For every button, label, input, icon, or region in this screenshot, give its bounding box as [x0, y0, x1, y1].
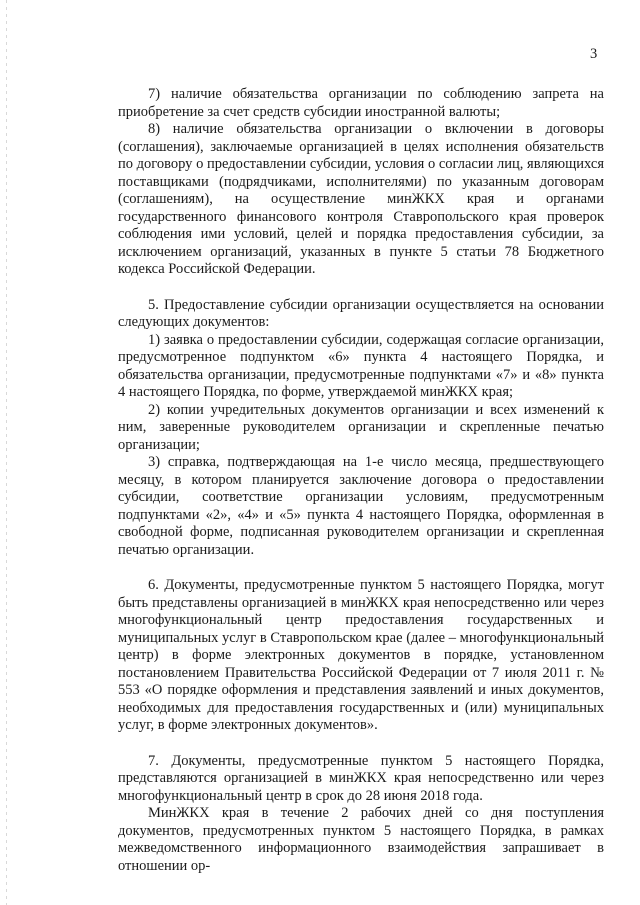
page-number: 3 [590, 46, 598, 62]
paragraph-item-8: 8) наличие обязательства организации о включении в договоры (соглашения), заключаемые организацией в целях исполнения обязательств по договору о предоставлении субсидии, условия о согласии лиц, являющихся поставщиками (подрядчиками, исполнителями) по указанным договорам (соглашениям), на осуществление минЖКХ края и органами государственного финансового контроля Ставропольского края проверок соблюдения ими условий, целей и порядка предоставления субсидии, за исключением организаций, указанных в пункте 5 статьи 78 Бюджетного кодекса Российской Федерации. [118, 121, 604, 277]
paragraph-item-7: 7) наличие обязательства организации по соблюдению запрета на приобретение за счет средств субсидии иностранной валюты; [118, 86, 604, 120]
paragraph-section-5: 5. Предоставление субсидии организации осуществляется на основании следующих документов: [118, 296, 604, 330]
paragraph-5-item-3: 3) справка, подтверждающая на 1-е число месяца, предшествующего месяцу, в котором планируется заключение договора о предоставлении субсидии, соответствие организации условиям, предусмотренным подпунктами «2», «4» и «5» пункта 4 настоящего Порядка, оформленная в свободной форме, подписанная руководителем организации и скрепленная печатью организации. [118, 454, 604, 558]
paragraph-section-7-cont: МинЖКХ края в течение 2 рабочих дней со дня поступления документов, предусмотренных пунктом 5 настоящего Порядка, в рамках межведомственного информационного взаимодействия запрашивает в отношении ор- [118, 805, 604, 874]
paragraph-gap [118, 279, 604, 297]
paragraph-gap [118, 735, 604, 753]
paragraph-5-item-2: 2) копии учредительных документов организации и всех изменений к ним, заверенные руководителем организации и скрепленные печатью организации; [118, 401, 604, 453]
document-body [118, 86, 604, 875]
paragraph-5-item-1: 1) заявка о предоставлении субсидии, содержащая согласие организации, предусмотренное подпунктом «6» пункта 4 настоящего Порядка, и обязательства организации, предусмотренные подпунктами «7» и «8» пункта 4 настоящего Порядка, по форме, утверждаемой минЖКХ края; [118, 331, 604, 400]
paragraph-section-6: 6. Документы, предусмотренные пунктом 5 настоящего Порядка, могут быть представлены организацией в минЖКХ края непосредственно или через многофункциональный центр предоставления государственных и муниципальных услуг в Ставропольском крае (далее – многофункциональный центр) в форме электронных документов в порядке, установленном постановлением Правительства Российской Федерации от 7 июля 2011 г. № 553 «О порядке оформления и представления заявлений и иных документов, необходимых для предоставления государственных и (или) муниципальных услуг, в форме электронных документов». [118, 577, 604, 733]
paragraph-section-7: 7. Документы, предусмотренные пунктом 5 настоящего Порядка, представляются организацией в минЖКХ края непосредственно или через многофункциональный центр в срок до 28 июня 2018 года. [118, 752, 604, 804]
paragraph-gap [118, 559, 604, 577]
scan-edge [6, 0, 7, 905]
